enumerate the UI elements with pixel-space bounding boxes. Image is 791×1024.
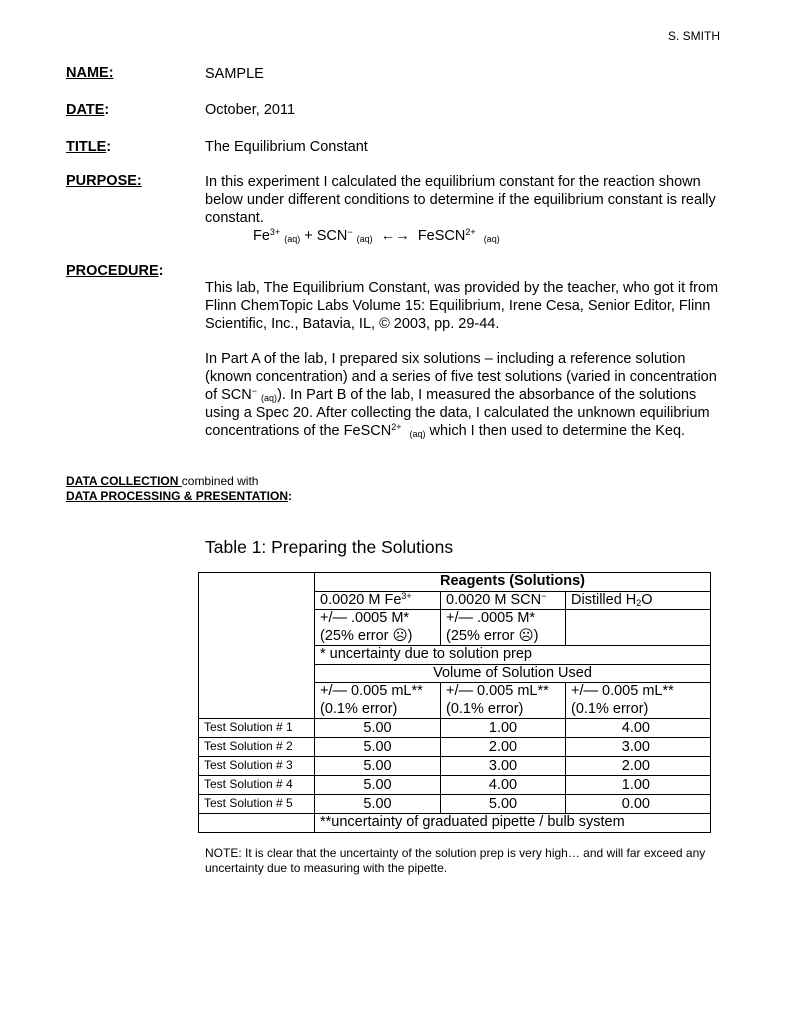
water-vol-unc: +/— 0.005 mL** bbox=[571, 683, 674, 699]
solutions-table bbox=[198, 572, 711, 833]
row-label: Test Solution # 3 bbox=[199, 757, 315, 776]
fe-vol-unc: +/— 0.005 mL** bbox=[320, 683, 423, 699]
fe-uncertainty bbox=[315, 610, 441, 646]
purpose-label: PURPOSE: bbox=[66, 173, 142, 189]
reagents-header: Reagents (Solutions) bbox=[315, 573, 711, 592]
title-colon: : bbox=[106, 139, 112, 155]
fe-unc: +/— .0005 M* bbox=[320, 610, 410, 626]
name-label: NAME: bbox=[66, 65, 114, 81]
procedure-label bbox=[66, 262, 164, 280]
data-processing-label: DATA PROCESSING & PRESENTATION bbox=[66, 489, 289, 503]
eq-scn: + SCN bbox=[300, 228, 348, 244]
title-label-text: TITLE bbox=[66, 139, 107, 155]
p2-part-c: which I then used to determine the Keq. bbox=[425, 423, 686, 439]
p2-aq-2: (aq) bbox=[409, 429, 426, 439]
empty-corner-cell bbox=[199, 573, 315, 719]
table-row bbox=[199, 738, 711, 757]
date-value: October, 2011 bbox=[205, 102, 296, 118]
p2-part-b: ). In Part B of the lab, I measured the absorbance of the solutions using a Spec 20. After collecting the data, I calculated the unknown equilibrium concentrations of the FeSCN bbox=[205, 387, 710, 439]
eq-product: FeSCN bbox=[417, 228, 466, 244]
date-label-text: DATE bbox=[66, 102, 105, 118]
page-header-author: S. SMITH bbox=[668, 29, 721, 43]
water-volume: 3.00 bbox=[566, 738, 711, 757]
p2-product-charge: 2+ bbox=[391, 422, 402, 432]
date-label bbox=[66, 101, 109, 119]
scn-volume: 1.00 bbox=[441, 719, 566, 738]
scn-volume: 5.00 bbox=[441, 795, 566, 814]
scn-uncertainty bbox=[441, 610, 566, 646]
fe-vol-err: (0.1% error) bbox=[320, 700, 398, 717]
date-colon: : bbox=[104, 102, 110, 118]
scn-err: (25% error ☹) bbox=[446, 627, 539, 644]
table-title: Table 1: Preparing the Solutions bbox=[205, 537, 454, 557]
table-row bbox=[199, 776, 711, 795]
scn-unc: +/— .0005 M* bbox=[446, 610, 536, 626]
eq-aq-2: (aq) bbox=[356, 234, 373, 244]
p2-part-a: In Part A of the lab, I prepared six solutions – including a reference solution (known concentration) and a series of five test solutions (varied in concentration of SCN bbox=[205, 351, 717, 403]
data-collection-suffix: combined with bbox=[181, 474, 259, 488]
table-row bbox=[199, 719, 711, 738]
procedure-colon: : bbox=[158, 263, 164, 279]
col-fe-text: 0.0020 M Fe bbox=[320, 591, 402, 608]
table-row bbox=[199, 757, 711, 776]
col-scn-header bbox=[441, 591, 566, 610]
col-water-end: O bbox=[641, 591, 653, 608]
p2-scn-charge: − bbox=[251, 386, 258, 396]
procedure-label-text: PROCEDURE bbox=[66, 263, 159, 279]
fe-volume: 5.00 bbox=[315, 738, 441, 757]
fe-volume: 5.00 bbox=[315, 719, 441, 738]
fe-volume-uncertainty bbox=[315, 683, 441, 719]
eq-product-charge: 2+ bbox=[465, 227, 476, 237]
pipette-uncertainty-note: **uncertainty of graduated pipette / bulb system bbox=[315, 814, 711, 833]
scn-volume-uncertainty bbox=[441, 683, 566, 719]
equilibrium-arrow-icon: ←→ bbox=[380, 228, 410, 244]
note-text: NOTE: It is clear that the uncertainty of the solution prep is very high… and will far exceed any uncertainty due to measuring with the pipette. bbox=[205, 846, 706, 875]
data-processing-colon: : bbox=[288, 489, 293, 503]
row-label: Test Solution # 4 bbox=[199, 776, 315, 795]
footer-empty-cell bbox=[199, 814, 315, 833]
water-volume: 0.00 bbox=[566, 795, 711, 814]
col-fe-charge: 3+ bbox=[401, 590, 412, 601]
solution-prep-note: * uncertainty due to solution prep bbox=[315, 646, 711, 665]
purpose-text: In this experiment I calculated the equilibrium constant for the reaction shown below under different conditions to determine if the equilibrium constant is really constant. bbox=[205, 174, 716, 226]
fe-volume: 5.00 bbox=[315, 776, 441, 795]
name-value: SAMPLE bbox=[205, 66, 264, 82]
data-collection-heading bbox=[66, 474, 292, 504]
col-scn-charge: − bbox=[541, 590, 547, 601]
scn-volume: 4.00 bbox=[441, 776, 566, 795]
reaction-equation bbox=[253, 227, 500, 245]
eq-fe: Fe bbox=[253, 228, 270, 244]
eq-aq-1: (aq) bbox=[284, 234, 301, 244]
table-row bbox=[199, 795, 711, 814]
col-scn-text: 0.0020 M SCN bbox=[446, 591, 542, 608]
col-water-text: Distilled H bbox=[571, 591, 637, 608]
volume-header: Volume of Solution Used bbox=[315, 664, 711, 683]
eq-fe-charge: 3+ bbox=[269, 227, 281, 237]
water-uncertainty-empty bbox=[566, 610, 711, 646]
row-label: Test Solution # 1 bbox=[199, 719, 315, 738]
row-label: Test Solution # 2 bbox=[199, 738, 315, 757]
col-water-header bbox=[566, 591, 711, 610]
procedure-paragraph-1: This lab, The Equilibrium Constant, was provided by the teacher, who got it from Flinn ChemTopic Labs Volume 15: Equilibrium, Irene Cesa, Senior Editor, Flinn Scientific, Inc., Batavia, IL, © 2003, pp. 29-44. bbox=[205, 280, 719, 332]
procedure-paragraph-2 bbox=[205, 350, 730, 440]
eq-scn-charge: − bbox=[347, 227, 353, 237]
water-volume: 4.00 bbox=[566, 719, 711, 738]
water-volume-uncertainty bbox=[566, 683, 711, 719]
row-label: Test Solution # 5 bbox=[199, 795, 315, 814]
water-volume: 2.00 bbox=[566, 757, 711, 776]
title-value: The Equilibrium Constant bbox=[205, 139, 368, 155]
title-label bbox=[66, 138, 111, 156]
scn-volume: 3.00 bbox=[441, 757, 566, 776]
col-fe-header bbox=[315, 591, 441, 610]
col-water-sub: 2 bbox=[636, 597, 642, 608]
eq-aq-3: (aq) bbox=[483, 234, 500, 244]
p2-aq-1: (aq) bbox=[261, 393, 278, 403]
water-volume: 1.00 bbox=[566, 776, 711, 795]
scn-volume: 2.00 bbox=[441, 738, 566, 757]
fe-err: (25% error ☹) bbox=[320, 627, 413, 644]
fe-volume: 5.00 bbox=[315, 795, 441, 814]
water-vol-err: (0.1% error) bbox=[571, 700, 649, 717]
scn-vol-unc: +/— 0.005 mL** bbox=[446, 683, 549, 699]
scn-vol-err: (0.1% error) bbox=[446, 700, 524, 717]
data-collection-label: DATA COLLECTION bbox=[66, 474, 182, 488]
fe-volume: 5.00 bbox=[315, 757, 441, 776]
